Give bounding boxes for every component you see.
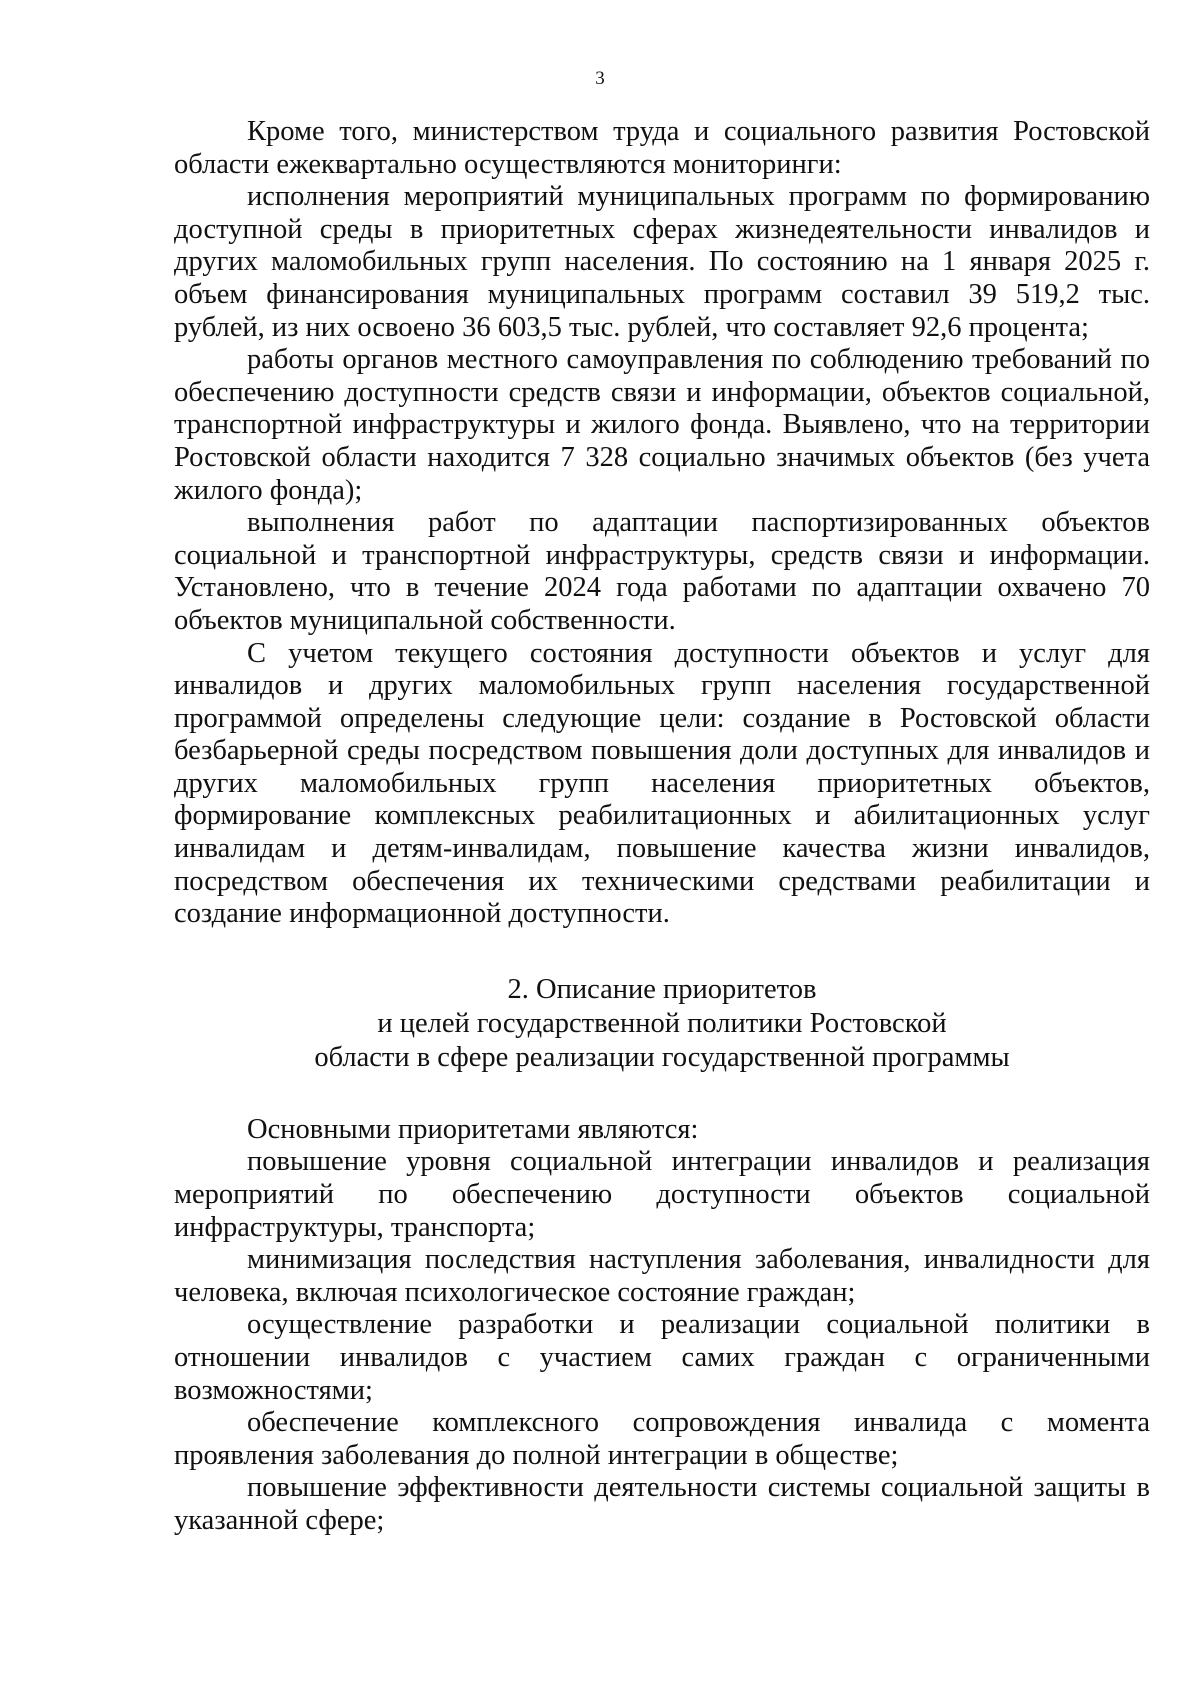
section-heading-line: и целей государственной политики Ростовской <box>377 1007 947 1039</box>
paragraph: Кроме того, министерством труда и социального развития Ростовской области ежеквартально осуществляются мониторинги: <box>174 116 1150 180</box>
document-body <box>174 116 1150 1538</box>
paragraph: повышение эффективности деятельности системы социальной защиты в указанной сфере; <box>174 1472 1150 1536</box>
paragraph: обеспечение комплексного сопровождения инвалида с момента проявления заболевания до полной интеграции в обществе; <box>174 1407 1150 1471</box>
section-heading-line: 2. Описание приоритетов <box>507 973 817 1005</box>
paragraph: исполнения мероприятий муниципальных программ по формированию доступной среды в приоритетных сферах жизнедеятельности инвалидов и других маломобильных групп населения. По состоянию на 1 января 2025 г. объем финансирования муниципальных программ составил 39 519,2 тыс. рублей, из них освоено 36 603,5 тыс. рублей, что составляет 92,6 процента; <box>174 181 1150 343</box>
paragraph: минимизация последствия наступления заболевания, инвалидности для человека, включая психологическое состояние граждан; <box>174 1244 1150 1308</box>
section-heading-line: области в сфере реализации государственной программы <box>314 1041 1010 1073</box>
page-number: 3 <box>595 68 605 89</box>
paragraph: осуществление разработки и реализации социальной политики в отношении инвалидов с участием самих граждан с ограниченными возможностями; <box>174 1309 1150 1406</box>
paragraph: повышение уровня социальной интеграции инвалидов и реализация мероприятий по обеспечению доступности объектов социальной инфраструктуры, транспорта; <box>174 1146 1150 1243</box>
paragraph: выполнения работ по адаптации паспортизированных объектов социальной и транспортной инфраструктуры, средств связи и информации. Установлено, что в течение 2024 года работами по адаптации охвачено 70 объектов муниципальной собственности. <box>174 507 1150 636</box>
paragraph: работы органов местного самоуправления по соблюдению требований по обеспечению доступности средств связи и информации, объектов социальной, транспортной инфраструктуры и жилого фонда. Выявлено, что на территории Ростовской области находится 7 328 социально значимых объектов (без учета жилого фонда); <box>174 344 1150 506</box>
paragraph: С учетом текущего состояния доступности объектов и услуг для инвалидов и других маломобильных групп населения государственной программой определены следующие цели: создание в Ростовской области безбарьерной среды посредством повышения доли доступных для инвалидов и других маломобильных групп населения приоритетных объектов, формирование комплексных реабилитационных и абилитационных услуг инвалидам и детям-инвалидам, повышение качества жизни инвалидов, посредством обеспечения их техническими средствами реабилитации и создание информационной доступности. <box>174 637 1150 930</box>
section-heading <box>174 973 1150 1075</box>
paragraph: Основными приоритетами являются: <box>247 1113 699 1145</box>
